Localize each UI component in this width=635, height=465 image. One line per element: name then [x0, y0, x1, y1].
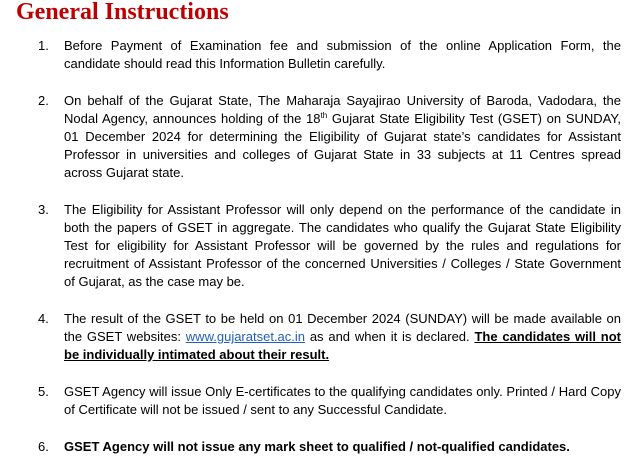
- gset-website-link[interactable]: www.gujaratset.ac.in: [185, 329, 306, 344]
- item-number: 2.: [38, 93, 49, 108]
- item-text: GSET Agency will issue Only E-certificates to the qualifying candidates only. Printed / Hard Copy of Certificate will not be issued / sent to any Successful Candidate.: [64, 384, 621, 417]
- item-text: The Eligibility for Assistant Professor will only depend on the performance of the candidate in both the papers of GSET in aggregate. The candidates who qualify the Gujarat State Eligibility Test for eligibility for Assistant Professor will be governed by the rules and regulations for recruitment of Assistant Professor of the concerned Universities / Colleges / State Government of Gujarat, as the case may be.: [64, 202, 621, 289]
- item-text: [64, 310, 621, 364]
- item-text: [64, 92, 621, 182]
- item-text-part: as and when it is declared.: [305, 329, 475, 344]
- ordinal-suffix: th: [320, 111, 328, 120]
- item-number: 3.: [38, 202, 49, 217]
- item-text: Before Payment of Examination fee and submission of the online Application Form, the candidate should read this Information Bulletin carefully.: [64, 38, 621, 71]
- item-number: 6.: [38, 439, 49, 454]
- result-intimation-notice: The candidates will not be individually intimated about their result.: [64, 329, 621, 362]
- item-number: 5.: [38, 384, 49, 399]
- page-title: General Instructions: [16, 0, 229, 25]
- item-text-part: On behalf of the Gujarat State, The Maharaja Sayajirao University of Baroda, Vadodara, the Nodal Agency, announces holding of the 18: [64, 93, 621, 126]
- item-text: GSET Agency will not issue any mark sheet to qualified / not-qualified candidates.: [64, 439, 570, 454]
- item-text-part: Gujarat State Eligibility Test (GSET) on SUNDAY, 01 December 2024 for determining the Eligibility of Gujarat state’s candidates for Assistant Professor in universities and colleges of Gujarat State in 33 subjects at 11 Centres spread across Gujarat state.: [64, 111, 622, 180]
- item-text-part: The result of the GSET to be held on 01 December 2024 (SUNDAY) will be made available on the GSET websites:: [64, 311, 621, 344]
- item-number: 4.: [38, 311, 49, 326]
- item-number: 1.: [38, 38, 49, 53]
